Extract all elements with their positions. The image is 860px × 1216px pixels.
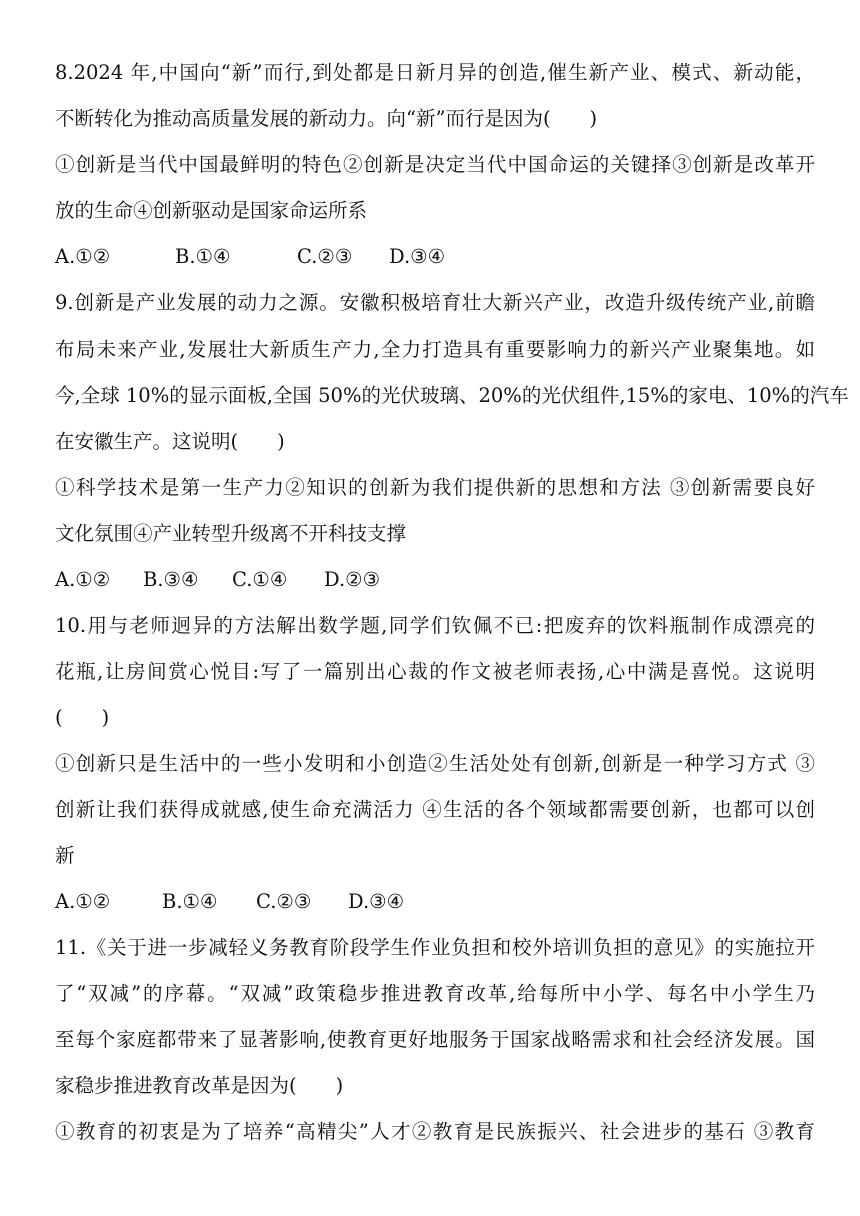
q8-stem-line-2: 不断转化为推动高质量发展的新动力。向“新”而行是因为( ) [55,107,598,130]
q8-statement-line-1: ①创新是当代中国最鲜明的特色②创新是决定当代中国命运的关键择③创新是改革开 [55,153,815,176]
q8-option-d: D.③④ [389,245,446,268]
q11-stem-line-1: 11.《关于进一步减轻义务教育阶段学生作业负担和校外培训负担的意见》的实施拉开 [55,936,815,959]
q8-statement-line-2: 放的生命④创新驱动是国家命运所系 [55,199,368,222]
q8-option-b: B.①④ [175,245,231,268]
q10-option-c: C.②③ [256,890,312,913]
q10-option-a: A.①② [55,890,111,913]
q8-option-c: C.②③ [297,245,353,268]
q10-statement-line-2: 创新让我们获得成就感,使生命充满活力 ④生活的各个领域都需要创新，也都可以创 [55,798,815,821]
q11-stem-line-2: 了“双减”的序幕。“双减”政策稳步推进教育改革,给每所中小学、每名中小学生乃 [55,982,815,1005]
q9-stem-line-2: 布局未来产业,发展壮大新质生产力,全力打造具有重要影响力的新兴产业聚集地。如 [55,338,815,361]
q9-option-b: B.③④ [143,568,199,591]
q10-stem-line-1: 10.用与老师迥异的方法解出数学题,同学们钦佩不已:把废弃的饮料瓶制作成漂亮的 [55,614,815,637]
q9-stem-line-3: 今,全球 10%的显示面板,全国 50%的光伏玻璃、20%的光伏组件,15%的家电、10%的汽车 [55,384,849,407]
q9-stem-line-4: 在安徽生产。这说明( ) [55,430,285,453]
q11-stem-line-3: 至每个家庭都带来了显著影响,使教育更好地服务于国家战略需求和社会经济发展。国 [55,1028,815,1051]
q10-statement-line-1: ①创新只是生活中的一些小发明和小创造②生活处处有创新,创新是一种学习方式 ③ [55,752,815,775]
q11-statement-line-1: ①教育的初衷是为了培养“高精尖”人才②教育是民族振兴、社会进步的基石 ③教育 [55,1120,815,1143]
q9-statement-line-2: 文化氛围④产业转型升级离不开科技支撑 [55,522,407,545]
q9-options [55,566,815,594]
q10-statement-line-3: 新 [55,844,75,867]
q9-statement-line-1: ①科学技术是第一生产力②知识的创新为我们提供新的思想和方法 ③创新需要良好 [55,476,815,499]
q10-option-d: D.③④ [348,890,405,913]
q9-option-d: D.②③ [324,568,381,591]
q10-option-b: B.①④ [162,890,218,913]
q9-stem-line-1: 9.创新是产业发展的动力之源。安徽积极培育壮大新兴产业，改造升级传统产业,前瞻 [55,291,815,314]
q8-options [55,243,815,271]
q10-stem-line-2: 花瓶,让房间赏心悦目:写了一篇别出心裁的作文被老师表扬,心中满是喜悦。这说明 [55,660,815,683]
q9-option-a: A.①② [55,568,111,591]
q8-stem-line-1: 8.2024 年,中国向“新”而行,到处都是日新月异的创造,催生新产业、模式、新动能， [55,61,815,84]
q11-stem-line-4: 家稳步推进教育改革是因为( ) [55,1074,344,1097]
q10-answer-blank: ( ) [55,706,110,729]
q10-options [55,888,815,916]
q9-option-c: C.①④ [232,568,288,591]
q8-option-a: A.①② [55,245,111,268]
